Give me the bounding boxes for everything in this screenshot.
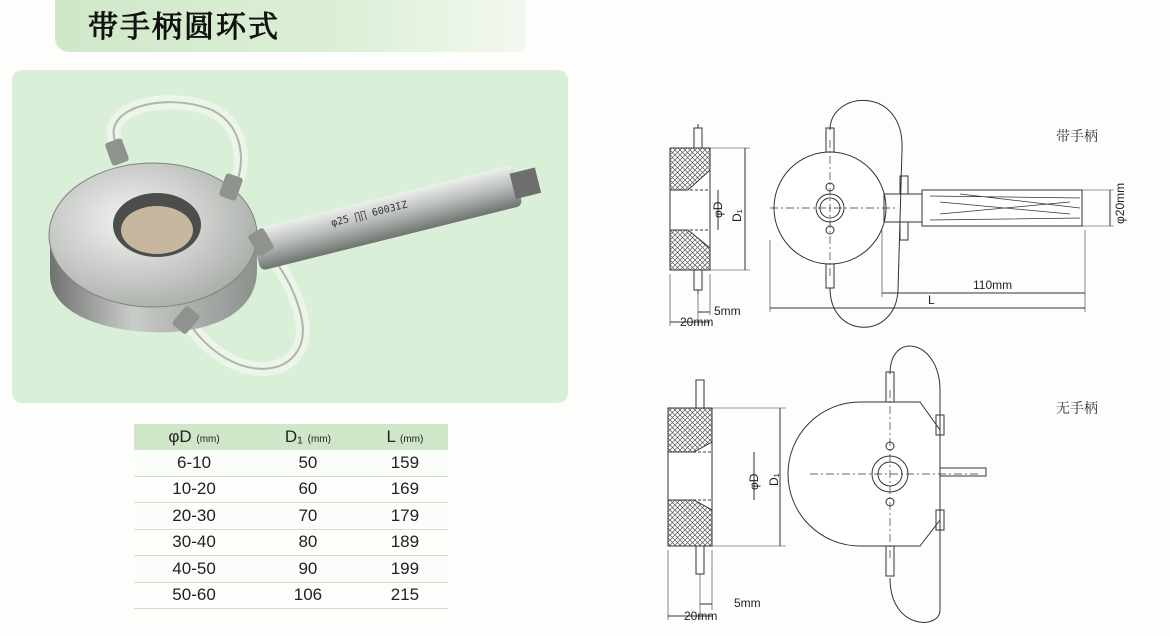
cell-l: 159 bbox=[362, 450, 448, 476]
table-row bbox=[134, 476, 448, 503]
cell-l: 169 bbox=[362, 476, 448, 503]
page-title: 带手柄圆环式 bbox=[88, 10, 280, 45]
col-phi-d: φD (mm) bbox=[134, 424, 254, 450]
cell-l: 189 bbox=[362, 529, 448, 556]
dim-110: 110mm bbox=[973, 278, 1013, 292]
table-row bbox=[134, 529, 448, 556]
col-d1: D₁ (mm) bbox=[254, 424, 362, 450]
gauge-illustration bbox=[12, 70, 568, 403]
dim-phi-d: φD bbox=[711, 201, 725, 218]
cell-phi-d: 10-20 bbox=[134, 476, 254, 503]
cell-d1: 106 bbox=[254, 582, 362, 609]
spec-table bbox=[134, 424, 448, 609]
dim-20mm: 20mm bbox=[680, 315, 714, 329]
dim-20mm-bottom: 20mm bbox=[684, 609, 718, 623]
dim-d1-bottom: D₁ bbox=[767, 473, 781, 486]
dim-d1: D₁ bbox=[730, 209, 744, 222]
table-row bbox=[134, 503, 448, 530]
product-photo bbox=[12, 70, 568, 403]
dim-5mm-bottom: 5mm bbox=[734, 596, 761, 610]
caption-without-handle: 无手柄 bbox=[1056, 400, 1098, 416]
cell-d1: 90 bbox=[254, 556, 362, 583]
dim-5mm: 5mm bbox=[714, 304, 741, 318]
cell-phi-d: 40-50 bbox=[134, 556, 254, 583]
cell-phi-d: 20-30 bbox=[134, 503, 254, 530]
technical-drawing bbox=[640, 90, 1140, 630]
cell-l: 199 bbox=[362, 556, 448, 583]
col-l: L (mm) bbox=[362, 424, 448, 450]
dim-phi-d-bottom: φD bbox=[747, 473, 761, 490]
cell-d1: 60 bbox=[254, 476, 362, 503]
cell-l: 179 bbox=[362, 503, 448, 530]
cell-d1: 70 bbox=[254, 503, 362, 530]
cell-d1: 50 bbox=[254, 450, 362, 476]
table-row bbox=[134, 450, 448, 476]
handle-engraving: φ25 ∏∏ 6003IZ bbox=[330, 199, 409, 230]
cell-d1: 80 bbox=[254, 529, 362, 556]
dim-phi20: φ20mm bbox=[1113, 182, 1127, 224]
dim-l: L bbox=[928, 293, 935, 307]
caption-with-handle: 带手柄 bbox=[1056, 128, 1098, 144]
table-row bbox=[134, 556, 448, 583]
table-header-row bbox=[134, 424, 448, 450]
cell-phi-d: 6-10 bbox=[134, 450, 254, 476]
cell-phi-d: 30-40 bbox=[134, 529, 254, 556]
table-row bbox=[134, 582, 448, 609]
cell-phi-d: 50-60 bbox=[134, 582, 254, 609]
cell-l: 215 bbox=[362, 582, 448, 609]
